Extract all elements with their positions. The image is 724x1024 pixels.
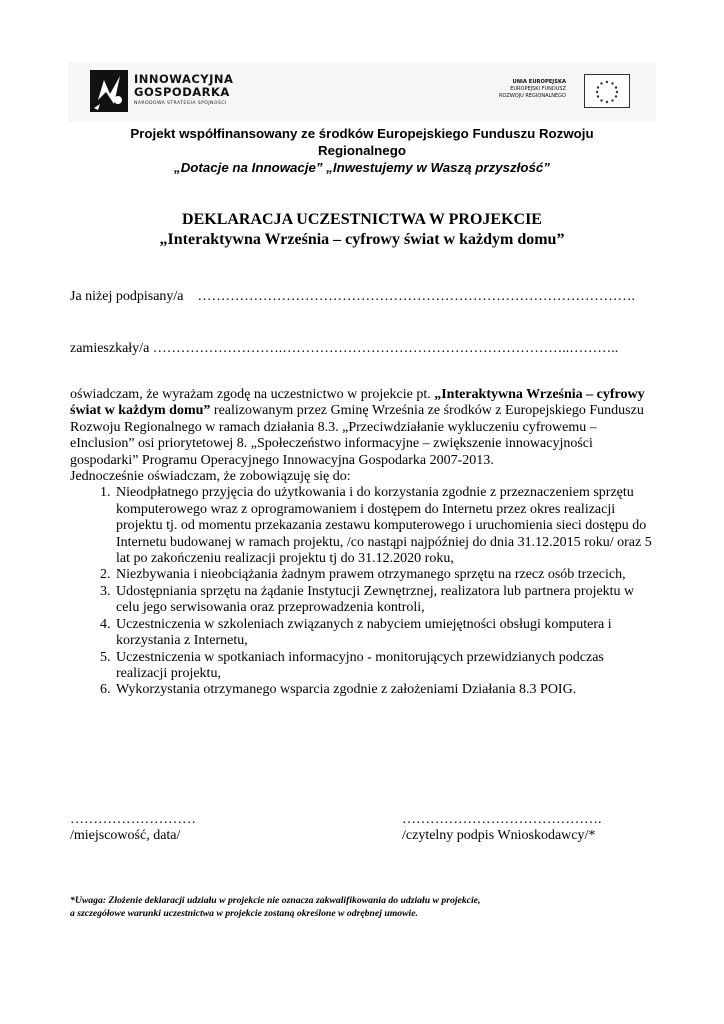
ig-logo-line3: NARODOWA STRATEGIA SPÓJNOŚCI bbox=[134, 101, 227, 106]
innovation-star-icon bbox=[90, 70, 128, 112]
cofinancing-line2: Regionalnego bbox=[318, 143, 406, 158]
title-line1: DEKLARACJA UCZESTNICTWA W PROJEKCIE bbox=[182, 211, 542, 228]
footnote bbox=[70, 894, 670, 920]
commitment-item: 5. Uczestniczenia w spotkaniach informacyjno - monitorujących przewidzianych podczas realizacji projektu, bbox=[114, 650, 656, 683]
commitment-item: 2. Niezbywania i nieobciążania żadnym prawem otrzymanego sprzętu na rzecz osób trzecich, bbox=[114, 567, 656, 583]
cofinancing-statement bbox=[70, 125, 654, 176]
document-title bbox=[70, 210, 654, 250]
eu-logo-line3: ROZWOJU REGIONALNEGO bbox=[498, 93, 566, 99]
commitment-list bbox=[70, 485, 656, 698]
eu-logo-line2: EUROPEJSKI FUNDUSZ bbox=[510, 86, 566, 92]
declaration-body bbox=[70, 387, 656, 699]
ig-logo-line1: INNOWACYJNA bbox=[134, 72, 234, 86]
resident-dots: ……………………….……………………………………………………..……….. bbox=[152, 341, 619, 356]
declaration-intro-b: realizowanym przez Gminę Września ze środków z Europejskiego Funduszu Rozwoju Regionalnego w ramach działania 8.3. „Przeciwdziałanie wykluczeniu cyfrowemu – eInclusion” osi priorytetowej 8. „Społeczeństwo informacyjne – zwiększenie innowacyjności gospodarki” Programu Operacyjnego Innowacyjna Gospodarka 2007-2013. bbox=[70, 403, 644, 468]
place-date-line[interactable]: ……………………… bbox=[70, 812, 196, 827]
signed-name-field[interactable] bbox=[70, 289, 635, 305]
declaration-intro-a: oświadczam, że wyrażam zgodę na uczestnictwo w projekcie pt. bbox=[70, 387, 431, 402]
resident-label: zamieszkały/a bbox=[70, 341, 150, 356]
eu-logo-text bbox=[482, 78, 566, 100]
signature-line[interactable]: ……………………………………. bbox=[402, 812, 602, 827]
commitment-item: 1. Nieodpłatnego przyjęcia do użytkowania i do korzystania zgodnie z przeznaczeniem sprzętu komputerowego wraz z oprogramowaniem i dostępem do Internetu przez okres realizacji projektu tj. od momentu przekazania zestawu komputerowego i uruchomienia sieci dostępu do Internetu budowanej w ramach projektu, /co nastąpi najpóźniej do dnia 31.12.2015 roku/ oraz 5 lat po zakończeniu realizacji projektu tj do 31.12.2020 roku, bbox=[114, 485, 656, 567]
title-line2: „Interaktywna Września – cyfrowy świat w każdym domu” bbox=[159, 231, 565, 248]
footnote-line1: *Uwaga: Złożenie deklaracji udziału w projekcie nie oznacza zakwalifikowania do udziału w projekcie, bbox=[70, 895, 481, 906]
eu-logo bbox=[482, 72, 630, 110]
cofinancing-slogan: „Dotacje na Innowacje” „Inwestujemy w Waszą przyszłość” bbox=[174, 160, 550, 175]
footnote-line2: a szczegółowe warunki uczestnictwa w projekcie zostaną określone w odrębnej umowie. bbox=[70, 908, 418, 919]
commitment-intro: Jednocześnie oświadczam, że zobowiązuję się do: bbox=[70, 469, 351, 485]
declaration-paragraph bbox=[70, 387, 656, 469]
eu-flag-icon bbox=[584, 74, 630, 108]
project-name: „Interaktywna Września – cyfrowy świat w każdym domu” bbox=[70, 387, 645, 419]
ig-logo-line2: GOSPODARKA bbox=[134, 85, 230, 99]
logo-header bbox=[68, 62, 656, 122]
eu-logo-line1: UNIA EUROPEJSKA bbox=[512, 79, 566, 85]
commitment-item: 4. Uczestniczenia w szkoleniach związanych z nabyciem umiejętności obsługi komputera i korzystania z Internetu, bbox=[114, 617, 656, 650]
commitment-item: 3. Udostępniania sprzętu na żądanie Instytucji Zewnętrznej, realizatora lub partnera projektu w celu jego serwisowania oraz przeprowadzenia kontroli, bbox=[114, 584, 656, 617]
innowacyjna-gospodarka-logo bbox=[90, 70, 250, 114]
signed-dots: …………………………………………………………………………………. bbox=[197, 289, 636, 304]
resident-address-field[interactable] bbox=[70, 341, 618, 357]
ig-logo-text bbox=[134, 73, 233, 106]
signed-label: Ja niżej podpisany/a bbox=[70, 289, 184, 304]
commitment-item: 6. Wykorzystania otrzymanego wsparcia zgodnie z założeniami Działania 8.3 POIG. bbox=[114, 682, 656, 698]
signature-label: /czytelny podpis Wnioskodawcy/* bbox=[402, 828, 596, 843]
cofinancing-line1: Projekt współfinansowany ze środków Europejskiego Funduszu Rozwoju bbox=[130, 126, 594, 141]
place-date-label: /miejscowość, data/ bbox=[70, 828, 181, 843]
